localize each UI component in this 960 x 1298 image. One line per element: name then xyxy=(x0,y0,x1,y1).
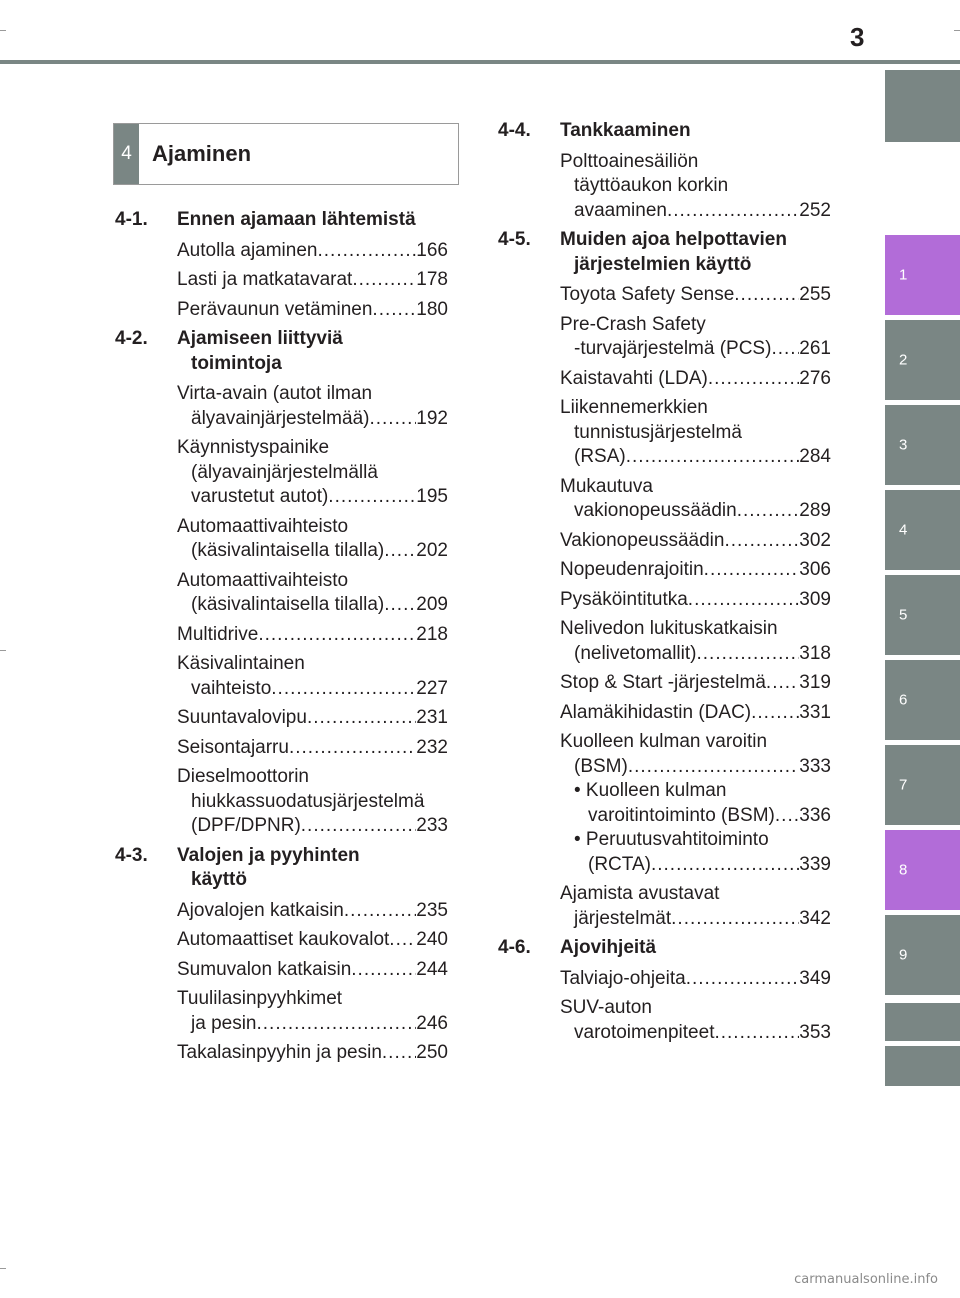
dot-leader xyxy=(317,239,416,264)
section-number: 4-1. xyxy=(115,209,148,230)
dot-leader xyxy=(328,485,416,510)
toc-entry-text: vaihteisto xyxy=(191,677,272,699)
chapter-tab-9[interactable] xyxy=(885,915,960,995)
chapter-tab-8[interactable] xyxy=(885,830,960,910)
dot-leader xyxy=(737,499,800,524)
dot-leader xyxy=(258,623,416,648)
toc-entry[interactable] xyxy=(560,828,831,877)
toc-page-number: 336 xyxy=(799,804,831,826)
toc-right-column xyxy=(498,119,831,1050)
toc-entry[interactable] xyxy=(498,588,831,613)
toc-entry[interactable] xyxy=(498,671,831,696)
toc-entry-text: Automaattivaihteisto xyxy=(177,515,349,537)
toc-page-number: 331 xyxy=(799,701,831,723)
dot-leader xyxy=(704,558,800,583)
toc-entry[interactable] xyxy=(115,268,448,293)
toc-entry-text: Multidrive xyxy=(177,623,259,645)
chapter-tab-label: 9 xyxy=(899,946,908,964)
toc-page-number: 240 xyxy=(416,929,448,950)
section-title: Ajamiseen liittyviä xyxy=(177,328,343,349)
chapter-tab-label: 5 xyxy=(899,606,908,624)
toc-entry-text: täyttöaukon korkin xyxy=(574,175,729,196)
toc-entry-text: • Peruutusvahtitoiminto xyxy=(574,829,769,850)
toc-entry[interactable] xyxy=(115,987,448,1036)
toc-entry-text: Dieselmoottorin xyxy=(177,766,309,787)
toc-entry[interactable] xyxy=(115,298,448,323)
toc-section-heading[interactable] xyxy=(498,119,831,144)
toc-entry[interactable] xyxy=(115,736,448,761)
toc-entry[interactable] xyxy=(560,779,831,828)
toc-page-number: 202 xyxy=(416,540,448,561)
toc-page-number: 319 xyxy=(799,672,831,693)
chapter-tab-blank-10[interactable] xyxy=(885,1003,960,1041)
section-number: 4-2. xyxy=(115,328,148,349)
footer-watermark: carmanualsonline.info xyxy=(794,1272,938,1287)
toc-entry-text: älyavainjärjestelmää) xyxy=(191,407,370,429)
chapter-tab-label: 4 xyxy=(899,521,908,539)
toc-entry-text: Pysäköintitutka xyxy=(560,588,688,610)
section-title: Ajovihjeitä xyxy=(560,937,657,958)
toc-page-number: 209 xyxy=(416,594,448,615)
toc-entry[interactable] xyxy=(115,899,448,924)
toc-entry-text: Seisontajarru xyxy=(177,736,289,758)
toc-entry[interactable] xyxy=(498,882,831,931)
chapter-tab-6[interactable] xyxy=(885,660,960,740)
toc-entry-text: -turvajärjestelmä (PCS) xyxy=(574,338,772,359)
dot-leader xyxy=(734,283,799,308)
toc-entry-text: Nopeudenrajoitin xyxy=(560,559,704,580)
toc-entry[interactable] xyxy=(498,283,831,308)
toc-section-heading[interactable] xyxy=(115,208,448,233)
toc-page-number: 306 xyxy=(799,559,831,580)
toc-page-number: 180 xyxy=(416,298,448,320)
toc-entry[interactable] xyxy=(498,396,831,470)
crop-mark xyxy=(0,650,6,651)
dot-leader xyxy=(688,588,800,613)
toc-entry[interactable] xyxy=(115,239,448,264)
toc-entry-text: tunnistusjärjestelmä xyxy=(574,421,742,443)
dot-leader xyxy=(352,268,416,293)
chapter-tab-4[interactable] xyxy=(885,490,960,570)
dot-leader xyxy=(384,593,416,618)
section-title: Muiden ajoa helpottavien xyxy=(560,229,787,250)
toc-page-number: 255 xyxy=(799,284,831,305)
section-title: Valojen ja pyyhinten xyxy=(177,844,360,866)
toc-entry-text: Käsivalintainen xyxy=(177,653,305,674)
toc-entry-text: Liikennemerkkien xyxy=(560,397,708,418)
toc-entry-text: Sumuvalon katkaisin xyxy=(177,958,352,980)
toc-entry-text: hiukkassuodatusjärjestelmä xyxy=(191,790,425,812)
dot-leader xyxy=(351,958,416,983)
chapter-title: Ajaminen xyxy=(152,141,252,166)
crop-mark xyxy=(0,30,6,31)
toc-entry-text: Polttoainesäiliön xyxy=(560,150,699,172)
toc-entry-text: (BSM) xyxy=(574,755,628,777)
dot-leader xyxy=(257,1012,417,1037)
dot-leader xyxy=(696,642,799,667)
toc-entry[interactable] xyxy=(115,652,448,701)
toc-entry-text: Käynnistyspainike xyxy=(177,437,330,458)
chapter-tab-label: 7 xyxy=(899,776,908,794)
dot-leader xyxy=(771,337,799,362)
dot-leader xyxy=(271,677,416,702)
toc-entry[interactable] xyxy=(115,382,448,431)
dot-leader xyxy=(651,853,799,878)
toc-entry-text: (RCTA) xyxy=(588,853,651,875)
chapter-number: 4 xyxy=(114,124,139,184)
toc-page-number: 289 xyxy=(799,500,831,521)
toc-page-number: 231 xyxy=(416,707,448,728)
toc-entry-text: SUV-auton xyxy=(560,997,652,1018)
toc-entry-text: Alamäkihidastin (DAC) xyxy=(560,701,752,723)
toc-entry[interactable] xyxy=(498,558,831,583)
toc-entry-text: varotoimenpiteet xyxy=(574,1021,715,1043)
toc-page-number: 276 xyxy=(799,367,831,389)
toc-page-number: 235 xyxy=(416,899,448,921)
dot-leader xyxy=(301,814,417,839)
chapter-tab-label: 2 xyxy=(899,351,908,369)
chapter-tab-5[interactable] xyxy=(885,575,960,655)
toc-page-number: 309 xyxy=(799,588,831,610)
toc-page-number: 302 xyxy=(799,529,831,551)
dot-leader xyxy=(671,907,799,932)
toc-entry-text: (käsivalintaisella tilalla) xyxy=(191,594,385,615)
toc-entry-text: Talviajo-ohjeita xyxy=(560,967,686,989)
toc-entry[interactable] xyxy=(115,765,448,839)
dot-leader xyxy=(289,736,416,761)
toc-entry[interactable] xyxy=(115,569,448,618)
toc-page-number: 349 xyxy=(799,967,831,989)
section-title: käyttö xyxy=(191,869,247,890)
toc-page-number: 252 xyxy=(799,199,831,221)
toc-page-number: 261 xyxy=(799,338,831,359)
toc-entry-text: (DPF/DPNR) xyxy=(191,815,301,836)
dot-leader xyxy=(372,298,416,323)
dot-leader xyxy=(369,407,416,432)
chapter-tab-3[interactable] xyxy=(885,405,960,485)
toc-section-heading[interactable] xyxy=(498,936,831,961)
dot-leader xyxy=(724,529,799,554)
toc-entry[interactable] xyxy=(115,436,448,510)
toc-entry-text: Takalasinpyyhin ja pesin xyxy=(177,1042,382,1063)
dot-leader xyxy=(389,928,416,953)
toc-entry[interactable] xyxy=(498,313,831,362)
toc-section-heading[interactable] xyxy=(115,844,448,893)
toc-entry-text: Automaattiset kaukovalot xyxy=(177,929,390,950)
dot-leader xyxy=(626,445,800,470)
toc-page-number: 353 xyxy=(799,1021,831,1043)
toc-entry-text: Autolla ajaminen xyxy=(177,239,318,261)
crop-mark xyxy=(954,30,960,31)
toc-page-number: 166 xyxy=(416,239,448,261)
top-rule xyxy=(0,60,960,64)
chapter-tab-blank-11[interactable] xyxy=(885,1046,960,1086)
toc-section-heading[interactable] xyxy=(115,327,448,376)
chapter-tab-1[interactable] xyxy=(885,235,960,315)
toc-entry-text: Perävaunun vetäminen xyxy=(177,298,373,320)
toc-entry-text: Suuntavalovipu xyxy=(177,707,307,728)
toc-entry-text: vakionopeussäädin xyxy=(574,500,737,521)
dot-leader xyxy=(628,755,799,780)
toc-page-number: 192 xyxy=(416,407,448,429)
dot-leader xyxy=(344,899,416,924)
page-number: 3 xyxy=(850,22,865,52)
toc-entry-text: Virta-avain (autot ilman xyxy=(177,383,373,404)
toc-entry[interactable] xyxy=(115,515,448,564)
chapter-tab-7[interactable] xyxy=(885,745,960,825)
toc-entry-text: Lasti ja matkatavarat xyxy=(177,269,353,290)
chapter-tab-label: 1 xyxy=(899,266,908,284)
toc-page-number: 333 xyxy=(799,755,831,777)
toc-entry-text: (RSA) xyxy=(574,446,626,467)
toc-entry[interactable] xyxy=(115,1041,448,1066)
toc-entry[interactable] xyxy=(498,996,831,1045)
toc-entry[interactable] xyxy=(498,529,831,554)
toc-entry[interactable] xyxy=(498,150,831,224)
dot-leader xyxy=(714,1021,799,1046)
dot-leader xyxy=(384,539,416,564)
toc-page-number: 232 xyxy=(416,736,448,758)
toc-entry-text: Kaistavahti (LDA) xyxy=(560,367,708,389)
toc-entry-text: Ajovalojen katkaisin xyxy=(177,899,344,921)
toc-page-number: 246 xyxy=(416,1012,448,1034)
toc-entry-text: Mukautuva xyxy=(560,475,653,497)
toc-page-number: 178 xyxy=(416,269,448,290)
toc-entry[interactable] xyxy=(498,730,831,877)
toc-left-column xyxy=(115,208,448,1071)
toc-entry-text: Stop & Start -järjestelmä xyxy=(560,672,766,693)
toc-entry[interactable] xyxy=(115,958,448,983)
chapter-tab-blank-0[interactable] xyxy=(885,70,960,142)
toc-entry-text: järjestelmät xyxy=(574,907,672,929)
dot-leader xyxy=(766,671,799,696)
toc-entry[interactable] xyxy=(498,967,831,992)
toc-section-heading[interactable] xyxy=(498,228,831,277)
toc-page-number: 218 xyxy=(416,623,448,645)
toc-entry[interactable] xyxy=(498,475,831,524)
toc-entry-text: Tuulilasinpyyhkimet xyxy=(177,988,343,1009)
toc-entry-text: varoitintoiminto (BSM) xyxy=(588,804,775,826)
section-number: 4-5. xyxy=(498,229,531,250)
section-number: 4-3. xyxy=(115,844,148,866)
toc-entry-text: Toyota Safety Sense xyxy=(560,284,735,305)
toc-entry-text: varustetut autot) xyxy=(191,486,329,507)
toc-entry-text: (käsivalintaisella tilalla) xyxy=(191,540,385,561)
toc-entry[interactable] xyxy=(498,701,831,726)
chapter-tab-label: 3 xyxy=(899,436,908,454)
toc-page-number: 244 xyxy=(416,958,448,980)
chapter-tab-label: 8 xyxy=(899,861,908,879)
toc-entry-text: (älyavainjärjestelmällä xyxy=(191,461,378,483)
toc-page-number: 233 xyxy=(416,815,448,836)
crop-mark xyxy=(0,1268,6,1269)
dot-leader xyxy=(775,804,799,829)
dot-leader xyxy=(686,967,800,992)
toc-entry-text: Pre-Crash Safety xyxy=(560,313,706,335)
chapter-tab-2[interactable] xyxy=(885,320,960,400)
chapter-header xyxy=(113,123,459,185)
dot-leader xyxy=(751,701,799,726)
dot-leader xyxy=(708,367,799,392)
toc-entry[interactable] xyxy=(115,623,448,648)
toc-entry[interactable] xyxy=(115,706,448,731)
section-number: 4-6. xyxy=(498,937,531,958)
toc-page-number: 195 xyxy=(416,486,448,507)
dot-leader xyxy=(307,706,416,731)
toc-page-number: 284 xyxy=(799,446,831,467)
toc-page-number: 339 xyxy=(799,853,831,875)
toc-entry-text: (nelivetomallit) xyxy=(574,642,697,664)
toc-entry-text: Nelivedon lukituskatkaisin xyxy=(560,618,778,639)
section-title: järjestelmien käyttö xyxy=(574,253,752,275)
toc-page-number: 318 xyxy=(799,642,831,664)
chapter-tab-label: 6 xyxy=(899,691,908,709)
toc-entry[interactable] xyxy=(498,617,831,666)
toc-page-number: 342 xyxy=(799,907,831,929)
toc-entry-text: Automaattivaihteisto xyxy=(177,569,349,591)
toc-entry-text: Ajamista avustavat xyxy=(560,883,720,904)
toc-page-number: 227 xyxy=(416,677,448,699)
dot-leader xyxy=(382,1041,416,1066)
section-number: 4-4. xyxy=(498,120,531,141)
toc-entry-text: ja pesin xyxy=(191,1012,257,1034)
section-title: Tankkaaminen xyxy=(560,120,691,141)
toc-entry-text: avaaminen xyxy=(574,199,667,221)
toc-entry-text: • Kuolleen kulman xyxy=(574,780,727,801)
section-title: Ennen ajamaan lähtemistä xyxy=(177,209,416,230)
section-title: toimintoja xyxy=(191,352,282,374)
toc-entry[interactable] xyxy=(498,367,831,392)
toc-entry-text: Kuolleen kulman varoitin xyxy=(560,731,768,752)
toc-entry-text: Vakionopeussäädin xyxy=(560,529,725,551)
toc-page-number: 250 xyxy=(416,1042,448,1063)
dot-leader xyxy=(667,199,799,224)
toc-entry[interactable] xyxy=(115,928,448,953)
